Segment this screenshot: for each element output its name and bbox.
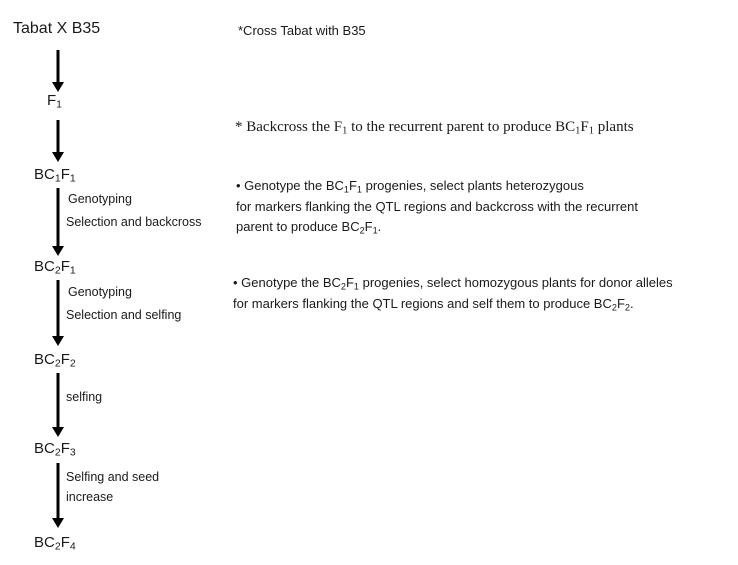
generation-bc2f4: $BC_2F_4$ [34, 534, 76, 553]
note-backcross: * Backcross the $F_1$ to the recurrent parent to produce $BC_1F_1$ plants [235, 119, 634, 137]
generation-bc1f1: $BC_1F_1$ [34, 166, 76, 185]
generation-bc2f2: $BC_2F_2$ [34, 351, 76, 370]
generation-bc2f3: $BC_2F_3$ [34, 440, 76, 459]
note-genotype-bc2f1: • Genotype the $BC_2F_1$ progenies, select homozygous plants for donor alleles for markers flanking the QTL regions and self them to produce $BC_2F_2$. [233, 275, 673, 312]
step-label-bc2f1-to-bc2f2: Genotyping Selection and selfing [66, 285, 182, 322]
generation-f1: $F_1$ [47, 92, 63, 111]
step-label-bc2f3-to-bc2f4: Selfing and seed increase [66, 470, 160, 504]
note-cross: *Cross Tabat with B35 [238, 23, 366, 38]
step-label-bc1f1-to-bc2f1: Genotyping Selection and backcross [66, 192, 202, 229]
note-genotype-bc1f1: • Genotype the $BC_1F_1$ progenies, select plants heterozygous for markers flanking the QTL regions and backcross with the recurrent parent to produce $BC_2F_1$. [236, 178, 638, 236]
step-label-bc2f2-to-bc2f3: selfing [66, 390, 103, 404]
generation-bc2f1: $BC_2F_1$ [34, 258, 76, 277]
cross-label: Tabat X B35 [13, 20, 101, 37]
